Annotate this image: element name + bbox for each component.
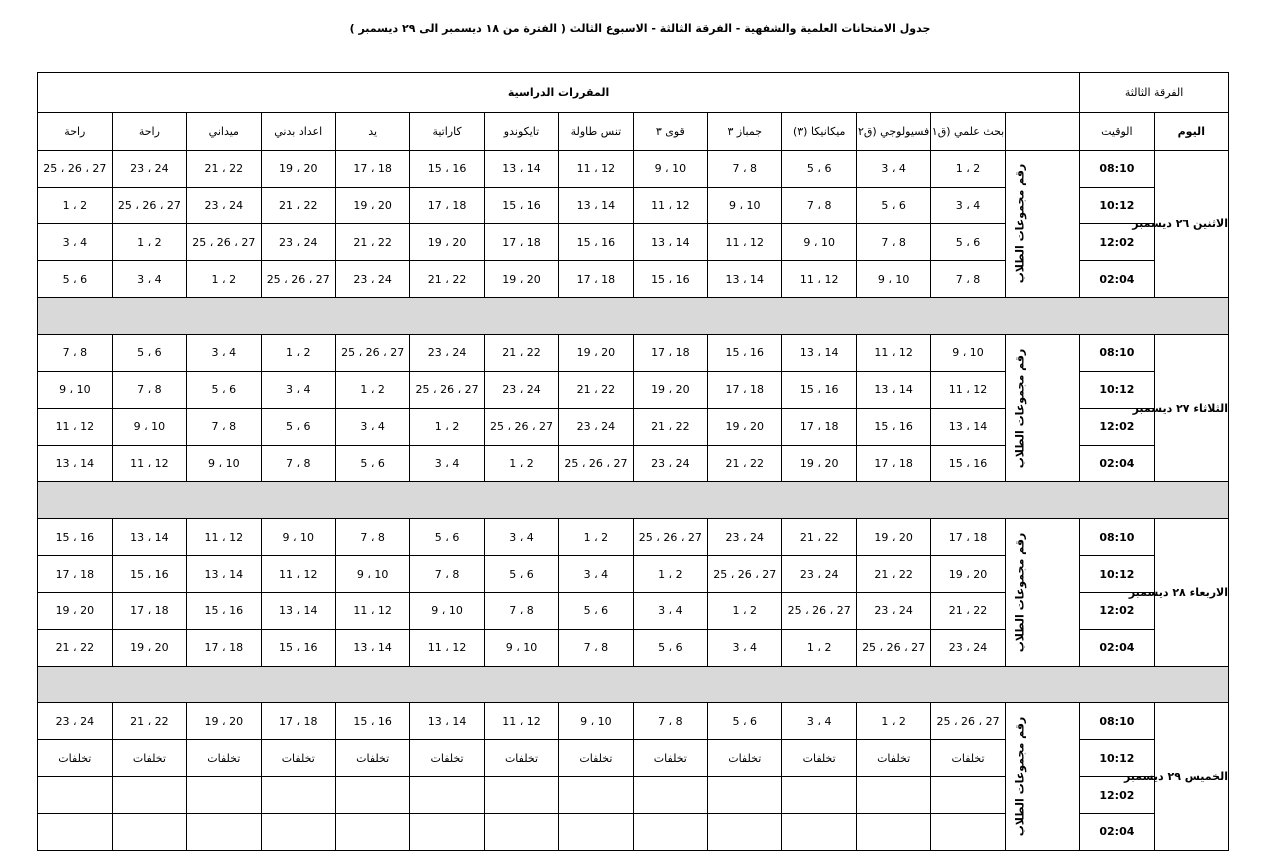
table-row (38, 703, 1229, 740)
time-cell: 12:02 (1080, 592, 1154, 629)
group-cell: 15 ، 16 (931, 445, 1005, 482)
group-cell: 13 ، 14 (410, 703, 484, 740)
group-cell: 3 ، 4 (856, 150, 930, 187)
group-cell: 21 ، 22 (261, 187, 335, 224)
group-cell: 7 ، 8 (410, 556, 484, 593)
day-label: الاربعاء ٢٨ ديسمبر (1154, 519, 1228, 666)
group-cell: 13 ، 14 (931, 408, 1005, 445)
group-cell: 15 ، 16 (782, 371, 856, 408)
time-cell: 02:04 (1080, 261, 1154, 298)
day-separator (38, 666, 1229, 703)
group-cell: 7 ، 8 (708, 150, 782, 187)
group-cell: 3 ، 4 (335, 408, 409, 445)
group-cell: 23 ، 24 (410, 335, 484, 372)
group-cell: 25 ، 26 ، 27 (410, 371, 484, 408)
group-cell: 25 ، 26 ، 27 (187, 224, 261, 261)
course-header: قوى ٣ (633, 112, 707, 150)
group-cell: تخلفات (112, 740, 186, 777)
group-cell (187, 813, 261, 850)
group-cell: 7 ، 8 (856, 224, 930, 261)
group-cell: 21 ، 22 (484, 335, 558, 372)
group-cell: 5 ، 6 (931, 224, 1005, 261)
group-cell (112, 777, 186, 814)
separator-cell (38, 482, 1229, 519)
group-cell: 15 ، 16 (484, 187, 558, 224)
group-cell: 9 ، 10 (633, 150, 707, 187)
time-cell: 10:12 (1080, 371, 1154, 408)
group-cell: 7 ، 8 (112, 371, 186, 408)
group-cell (633, 813, 707, 850)
group-cell: 1 ، 2 (38, 187, 113, 224)
header-row-columns (38, 112, 1229, 150)
time-cell: 10:12 (1080, 187, 1154, 224)
group-cell (410, 813, 484, 850)
group-cell: 23 ، 24 (187, 187, 261, 224)
group-cell: 13 ، 14 (112, 519, 186, 556)
group-label (1005, 519, 1079, 666)
group-cell: 23 ، 24 (633, 445, 707, 482)
group-cell: 13 ، 14 (782, 335, 856, 372)
group-label-text: رقم مجموعات الطلاب (1012, 348, 1026, 468)
group-cell: 13 ، 14 (484, 150, 558, 187)
group-cell: 23 ، 24 (782, 556, 856, 593)
group-cell (559, 777, 633, 814)
group-cell (856, 777, 930, 814)
group-cell: 21 ، 22 (112, 703, 186, 740)
group-cell: 23 ، 24 (261, 224, 335, 261)
group-cell: 7 ، 8 (931, 261, 1005, 298)
group-cell (335, 813, 409, 850)
group-cell: 5 ، 6 (856, 187, 930, 224)
course-header: تايكوندو (484, 112, 558, 150)
group-cell: 13 ، 14 (335, 629, 409, 666)
group-cell: 19 ، 20 (856, 519, 930, 556)
time-cell: 02:04 (1080, 445, 1154, 482)
group-label (1005, 703, 1079, 851)
group-cell: 5 ، 6 (410, 519, 484, 556)
group-cell: تخلفات (410, 740, 484, 777)
group-cell: 3 ، 4 (484, 519, 558, 556)
group-cell (931, 813, 1005, 850)
group-cell: 11 ، 12 (559, 150, 633, 187)
group-cell: 9 ، 10 (410, 592, 484, 629)
group-cell: 5 ، 6 (559, 592, 633, 629)
table-row (38, 150, 1229, 187)
time-cell: 10:12 (1080, 740, 1154, 777)
group-cell (708, 813, 782, 850)
group-cell: 13 ، 14 (38, 445, 113, 482)
group-cell: 19 ، 20 (484, 261, 558, 298)
group-cell: 1 ، 2 (633, 556, 707, 593)
group-cell (782, 813, 856, 850)
group-cell: 23 ، 24 (38, 703, 113, 740)
group-cell: 3 ، 4 (38, 224, 113, 261)
group-cell: 25 ، 26 ، 27 (112, 187, 186, 224)
group-cell (410, 777, 484, 814)
time-cell: 12:02 (1080, 777, 1154, 814)
group-cell: 5 ، 6 (335, 445, 409, 482)
group-cell: 17 ، 18 (261, 703, 335, 740)
course-header: ميداني (187, 112, 261, 150)
group-cell: 3 ، 4 (410, 445, 484, 482)
group-cell: 7 ، 8 (38, 335, 113, 372)
time-cell: 08:10 (1080, 335, 1154, 372)
course-header: راحة (38, 112, 113, 150)
time-cell: 12:02 (1080, 224, 1154, 261)
group-cell: 15 ، 16 (38, 519, 113, 556)
group-cell: 25 ، 26 ، 27 (782, 592, 856, 629)
group-cell: تخلفات (856, 740, 930, 777)
group-cell: 11 ، 12 (187, 519, 261, 556)
group-cell: 3 ، 4 (559, 556, 633, 593)
time-cell: 02:04 (1080, 813, 1154, 850)
group-cell: 3 ، 4 (708, 629, 782, 666)
group-cell: 11 ، 12 (633, 187, 707, 224)
group-cell (261, 777, 335, 814)
group-cell: 17 ، 18 (856, 445, 930, 482)
group-cell: 9 ، 10 (782, 224, 856, 261)
group-cell: 13 ، 14 (856, 371, 930, 408)
group-cell: 17 ، 18 (633, 335, 707, 372)
group-cell (708, 777, 782, 814)
group-cell: 7 ، 8 (187, 408, 261, 445)
time-cell: 08:10 (1080, 519, 1154, 556)
group-cell: 25 ، 26 ، 27 (335, 335, 409, 372)
group-cell: 17 ، 18 (782, 408, 856, 445)
group-cell: 25 ، 26 ، 27 (38, 150, 113, 187)
group-cell: 3 ، 4 (187, 335, 261, 372)
group-cell: 19 ، 20 (335, 187, 409, 224)
group-cell (38, 777, 113, 814)
group-cell: تخلفات (187, 740, 261, 777)
group-cell: 17 ، 18 (708, 371, 782, 408)
group-cell: 19 ، 20 (559, 335, 633, 372)
group-cell: 11 ، 12 (782, 261, 856, 298)
group-cell: 13 ، 14 (261, 592, 335, 629)
courses-label: المقررات الدراسية (38, 73, 1080, 113)
group-cell: 21 ، 22 (410, 261, 484, 298)
group-cell: 23 ، 24 (559, 408, 633, 445)
group-cell (559, 813, 633, 850)
group-cell: 7 ، 8 (633, 703, 707, 740)
group-cell: تخلفات (782, 740, 856, 777)
group-cell: 15 ، 16 (335, 703, 409, 740)
group-cell: 17 ، 18 (187, 629, 261, 666)
group-cell: 19 ، 20 (931, 556, 1005, 593)
group-cell: 19 ، 20 (410, 224, 484, 261)
group-cell: 9 ، 10 (856, 261, 930, 298)
group-cell: 17 ، 18 (335, 150, 409, 187)
day-separator (38, 482, 1229, 519)
time-cell: 02:04 (1080, 629, 1154, 666)
table-row (38, 519, 1229, 556)
group-cell: 21 ، 22 (38, 629, 113, 666)
time-cell: 08:10 (1080, 703, 1154, 740)
group-cell: 7 ، 8 (484, 592, 558, 629)
group-cell: 19 ، 20 (112, 629, 186, 666)
group-cell (782, 777, 856, 814)
group-cell: تخلفات (633, 740, 707, 777)
day-label: الاثنين ٢٦ ديسمبر (1154, 150, 1228, 297)
group-cell: 9 ، 10 (708, 187, 782, 224)
group-cell: 23 ، 24 (112, 150, 186, 187)
group-cell: 1 ، 2 (261, 335, 335, 372)
group-cell: تخلفات (484, 740, 558, 777)
group-cell: 1 ، 2 (931, 150, 1005, 187)
time-cell: 10:12 (1080, 556, 1154, 593)
group-cell (484, 813, 558, 850)
group-cell: 11 ، 12 (856, 335, 930, 372)
group-cell: 11 ، 12 (261, 556, 335, 593)
group-cell: تخلفات (931, 740, 1005, 777)
group-cell: 21 ، 22 (856, 556, 930, 593)
group-cell: 9 ، 10 (484, 629, 558, 666)
course-header: راحة (112, 112, 186, 150)
group-cell: 5 ، 6 (484, 556, 558, 593)
group-cell: 5 ، 6 (38, 261, 113, 298)
group-cell: 13 ، 14 (187, 556, 261, 593)
group-cell: 25 ، 26 ، 27 (633, 519, 707, 556)
day-label: الخميس ٢٩ ديسمبر (1154, 703, 1228, 851)
group-cell: تخلفات (559, 740, 633, 777)
group-cell: 21 ، 22 (782, 519, 856, 556)
group-cell: 21 ، 22 (335, 224, 409, 261)
group-cell: 3 ، 4 (633, 592, 707, 629)
group-cell: 19 ، 20 (708, 408, 782, 445)
group-cell: 13 ، 14 (633, 224, 707, 261)
group-cell: 11 ، 12 (112, 445, 186, 482)
group-cell: 1 ، 2 (187, 261, 261, 298)
group-cell: 15 ، 16 (708, 335, 782, 372)
group-cell: 7 ، 8 (261, 445, 335, 482)
group-cell: 1 ، 2 (559, 519, 633, 556)
group-cell: 5 ، 6 (708, 703, 782, 740)
group-cell: 15 ، 16 (112, 556, 186, 593)
group-cell: 17 ، 18 (559, 261, 633, 298)
group-cell: تخلفات (38, 740, 113, 777)
group-cell: 23 ، 24 (708, 519, 782, 556)
day-label: الثلاثاء ٢٧ ديسمبر (1154, 335, 1228, 482)
group-column-header (1005, 112, 1079, 150)
group-label-text: رقم مجموعات الطلاب (1012, 532, 1026, 653)
group-cell (484, 777, 558, 814)
group-cell: 9 ، 10 (335, 556, 409, 593)
group-cell (335, 777, 409, 814)
group-cell: 23 ، 24 (335, 261, 409, 298)
group-cell: تخلفات (335, 740, 409, 777)
group-cell: 9 ، 10 (112, 408, 186, 445)
group-cell: 15 ، 16 (410, 150, 484, 187)
group-cell: 15 ، 16 (856, 408, 930, 445)
group-cell: 11 ، 12 (931, 371, 1005, 408)
day-column-header: اليوم (1154, 112, 1228, 150)
group-cell: 21 ، 22 (559, 371, 633, 408)
group-cell: 15 ، 16 (261, 629, 335, 666)
group-cell: 1 ، 2 (708, 592, 782, 629)
time-cell: 12:02 (1080, 408, 1154, 445)
group-cell: 11 ، 12 (335, 592, 409, 629)
time-cell: 08:10 (1080, 150, 1154, 187)
group-cell: 3 ، 4 (782, 703, 856, 740)
course-header: كاراتية (410, 112, 484, 150)
group-cell: 5 ، 6 (633, 629, 707, 666)
header-row-top (38, 73, 1229, 113)
group-cell (187, 777, 261, 814)
separator-cell (38, 298, 1229, 335)
group-label-text: رقم مجموعات الطلاب (1012, 716, 1026, 837)
document-title: جدول الامتحانات العلمية والشفهية - الفرقة الثالثة - الاسبوع الثالث ( الفترة من ١٨ ديسمبر الى ٢٩ ديسمبر ) (349, 22, 931, 35)
course-header: يد (335, 112, 409, 150)
group-label (1005, 150, 1079, 297)
group-cell: 9 ، 10 (261, 519, 335, 556)
group-cell: 17 ، 18 (112, 592, 186, 629)
group-cell: 1 ، 2 (410, 408, 484, 445)
group-cell: 7 ، 8 (335, 519, 409, 556)
group-cell: 23 ، 24 (856, 592, 930, 629)
group-cell: 1 ، 2 (335, 371, 409, 408)
group-cell: تخلفات (261, 740, 335, 777)
course-header: جمباز ٣ (708, 112, 782, 150)
group-cell: 23 ، 24 (931, 629, 1005, 666)
group-cell: 7 ، 8 (559, 629, 633, 666)
group-cell: 11 ، 12 (708, 224, 782, 261)
group-cell: تخلفات (708, 740, 782, 777)
course-header: اعداد بدني (261, 112, 335, 150)
group-cell: 17 ، 18 (410, 187, 484, 224)
group-cell: 21 ، 22 (708, 445, 782, 482)
group-cell: 5 ، 6 (261, 408, 335, 445)
group-cell: 15 ، 16 (187, 592, 261, 629)
group-cell: 21 ، 22 (633, 408, 707, 445)
group-cell: 3 ، 4 (112, 261, 186, 298)
group-cell: 15 ، 16 (633, 261, 707, 298)
exam-schedule-table (37, 72, 1229, 851)
course-header: تنس طاولة (559, 112, 633, 150)
group-cell: 17 ، 18 (484, 224, 558, 261)
group-cell: 11 ، 12 (38, 408, 113, 445)
group-cell: 1 ، 2 (112, 224, 186, 261)
group-cell: 5 ، 6 (782, 150, 856, 187)
group-cell: 25 ، 26 ، 27 (559, 445, 633, 482)
group-cell: 25 ، 26 ، 27 (931, 703, 1005, 740)
group-cell: 1 ، 2 (484, 445, 558, 482)
group-cell (112, 813, 186, 850)
group-cell: 19 ، 20 (261, 150, 335, 187)
group-cell: 5 ، 6 (112, 335, 186, 372)
group-cell: 1 ، 2 (782, 629, 856, 666)
group-cell: 25 ، 26 ، 27 (261, 261, 335, 298)
group-cell: 25 ، 26 ، 27 (856, 629, 930, 666)
separator-cell (38, 666, 1229, 703)
group-cell: 25 ، 26 ، 27 (708, 556, 782, 593)
course-header: بحث علمي (ق١ (931, 112, 1005, 150)
group-cell: 9 ، 10 (931, 335, 1005, 372)
group-cell: 9 ، 10 (559, 703, 633, 740)
group-cell (38, 813, 113, 850)
group-cell: 11 ، 12 (410, 629, 484, 666)
group-cell: 13 ، 14 (559, 187, 633, 224)
group-cell: 19 ، 20 (782, 445, 856, 482)
group-cell: 11 ، 12 (484, 703, 558, 740)
group-cell: 21 ، 22 (931, 592, 1005, 629)
group-cell: 13 ، 14 (708, 261, 782, 298)
group-cell: 19 ، 20 (633, 371, 707, 408)
group-cell: 17 ، 18 (38, 556, 113, 593)
group-cell: 19 ، 20 (187, 703, 261, 740)
course-header: فسيولوجي (ق٢ (856, 112, 930, 150)
group-cell: 15 ، 16 (559, 224, 633, 261)
group-cell: 9 ، 10 (38, 371, 113, 408)
group-label (1005, 335, 1079, 482)
group-cell: 5 ، 6 (187, 371, 261, 408)
grade-label: الفرقة الثالثة (1080, 73, 1229, 113)
group-cell: 23 ، 24 (484, 371, 558, 408)
group-cell (856, 813, 930, 850)
group-cell (633, 777, 707, 814)
group-cell: 21 ، 22 (187, 150, 261, 187)
group-cell: 1 ، 2 (856, 703, 930, 740)
table-row (38, 335, 1229, 372)
group-cell: 25 ، 26 ، 27 (484, 408, 558, 445)
group-cell: 3 ، 4 (261, 371, 335, 408)
group-cell: 19 ، 20 (38, 592, 113, 629)
group-cell (261, 813, 335, 850)
time-column-header: الوقيت (1080, 112, 1154, 150)
group-label-text: رقم مجموعات الطلاب (1012, 164, 1026, 284)
group-cell: 17 ، 18 (931, 519, 1005, 556)
course-header: ميكانيكا (٣) (782, 112, 856, 150)
day-separator (38, 298, 1229, 335)
group-cell: 9 ، 10 (187, 445, 261, 482)
group-cell: 3 ، 4 (931, 187, 1005, 224)
group-cell: 7 ، 8 (782, 187, 856, 224)
